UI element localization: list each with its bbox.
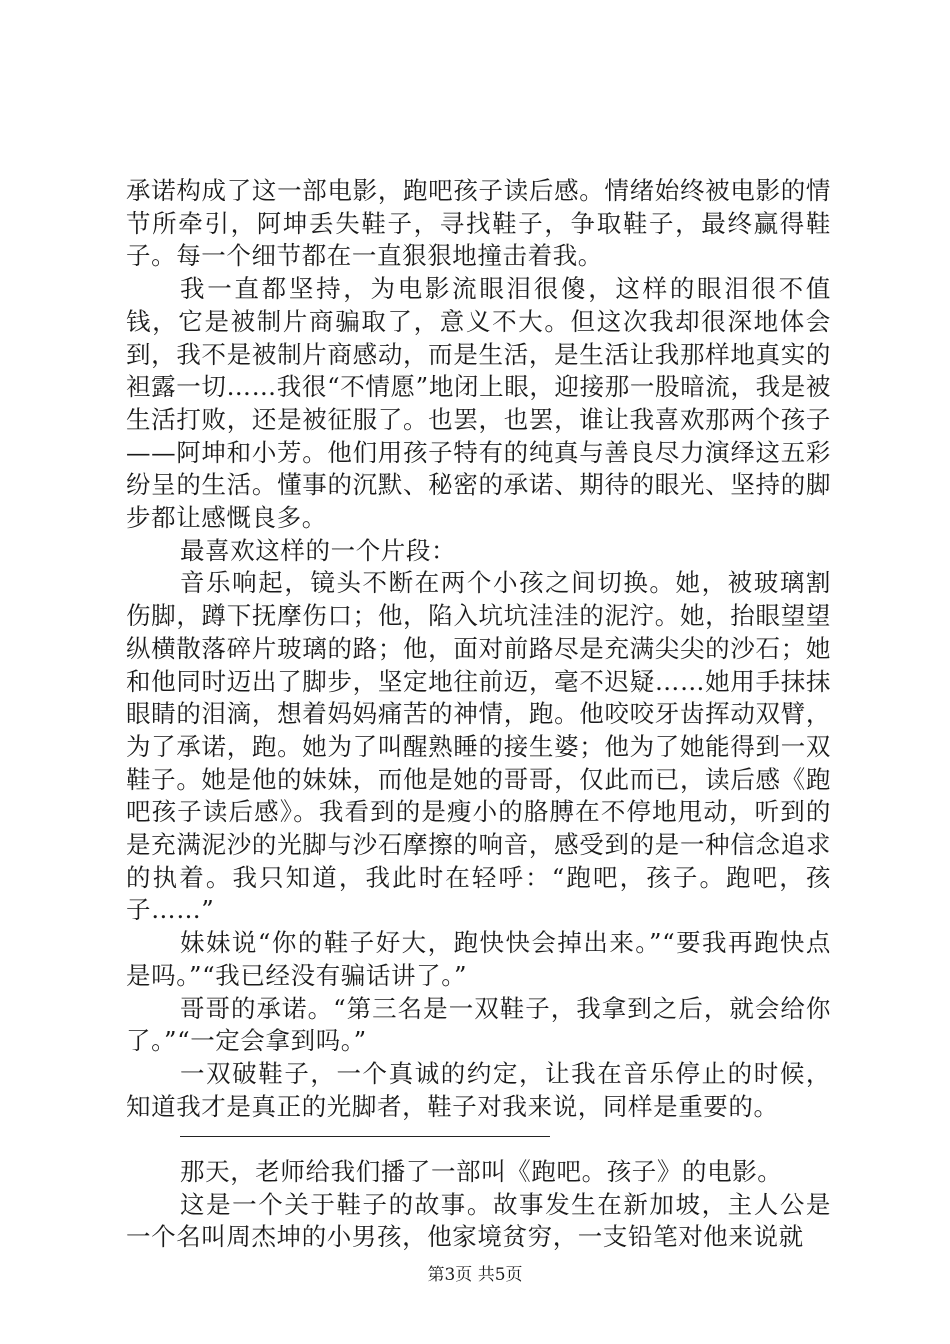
separator-line	[180, 1136, 550, 1137]
paragraph-7: 一双破鞋子，一个真诚的约定，让我在音乐停止的时候，知道我才是真正的光脚者，鞋子对我来说，同样是重要的。	[126, 1058, 831, 1121]
paragraph-6: 哥哥的承诺。“第三名是一双鞋子，我拿到之后，就会给你了。”“一定会拿到吗。”	[126, 993, 831, 1056]
paragraph-4: 音乐响起，镜头不断在两个小孩之间切换。她，被玻璃割伤脚，蹲下抚摩伤口；他，陷入坑坑洼洼的泥泞。她，抬眼望望纵横散落碎片玻璃的路；他，面对前路尽是充满尖尖的沙石；她和他同时迈出了脚步，坚定地往前迈，毫不迟疑……她用手抹抹眼睛的泪滴，想着妈妈痛苦的神情，跑。他咬咬牙齿挥动双臂，为了承诺，跑。她为了叫醒熟睡的接生婆；他为了她能得到一双鞋子。她是他的妹妹，而他是她的哥哥，仅此而已，读后感《跑吧孩子读后感》。我看到的是瘦小的胳膊在不停地甩动，听到的是充满泥沙的光脚与沙石摩擦的响音，感受到的是一种信念追求的执着。我只知道，我此时在轻呼：“跑吧，孩子。跑吧，孩子……”	[126, 568, 832, 925]
page-footer: 第3页 共5页	[427, 1265, 523, 1285]
paragraph-2: 我一直都坚持，为电影流眼泪很傻，这样的眼泪很不值钱，它是被制片商骗取了，意义不大。但这次我却很深地体会到，我不是被制片商感动，而是生活，是生活让我那样地真实的袒露一切……我很“不情愿”地闭上眼，迎接那一股暗流，我是被生活打败，还是被征服了。也罢，也罢，谁让我喜欢那两个孩子——阿坤和小芳。他们用孩子特有的纯真与善良尽力演绎这五彩纷呈的生活。懂事的沉默、秘密的承诺、期待的眼光、坚持的脚步都让感慨良多。	[126, 274, 831, 533]
document-body	[126, 175, 831, 1254]
paragraph-5: 妹妹说“你的鞋子好大，跑快快会掉出来。”“要我再跑快点是吗。”“我已经没有骗话讲了。”	[126, 928, 831, 990]
paragraph-1: 承诺构成了这一部电影，跑吧孩子读后感。情绪始终被电影的情节所牵引，阿坤丢失鞋子，寻找鞋子，争取鞋子，最终赢得鞋子。每一个细节都在一直狠狠地撞击着我。	[126, 176, 831, 271]
paragraph-3: 最喜欢这样的一个片段：	[180, 535, 457, 565]
paragraph-9: 这是一个关于鞋子的故事。故事发生在新加坡，主人公是一个名叫周杰坤的小男孩，他家境贫穷，一支铅笔对他来说就	[126, 1189, 831, 1252]
paragraph-8: 那天，老师给我们播了一部叫《跑吧。孩子》的电影。	[180, 1157, 783, 1187]
separator	[126, 1123, 831, 1156]
